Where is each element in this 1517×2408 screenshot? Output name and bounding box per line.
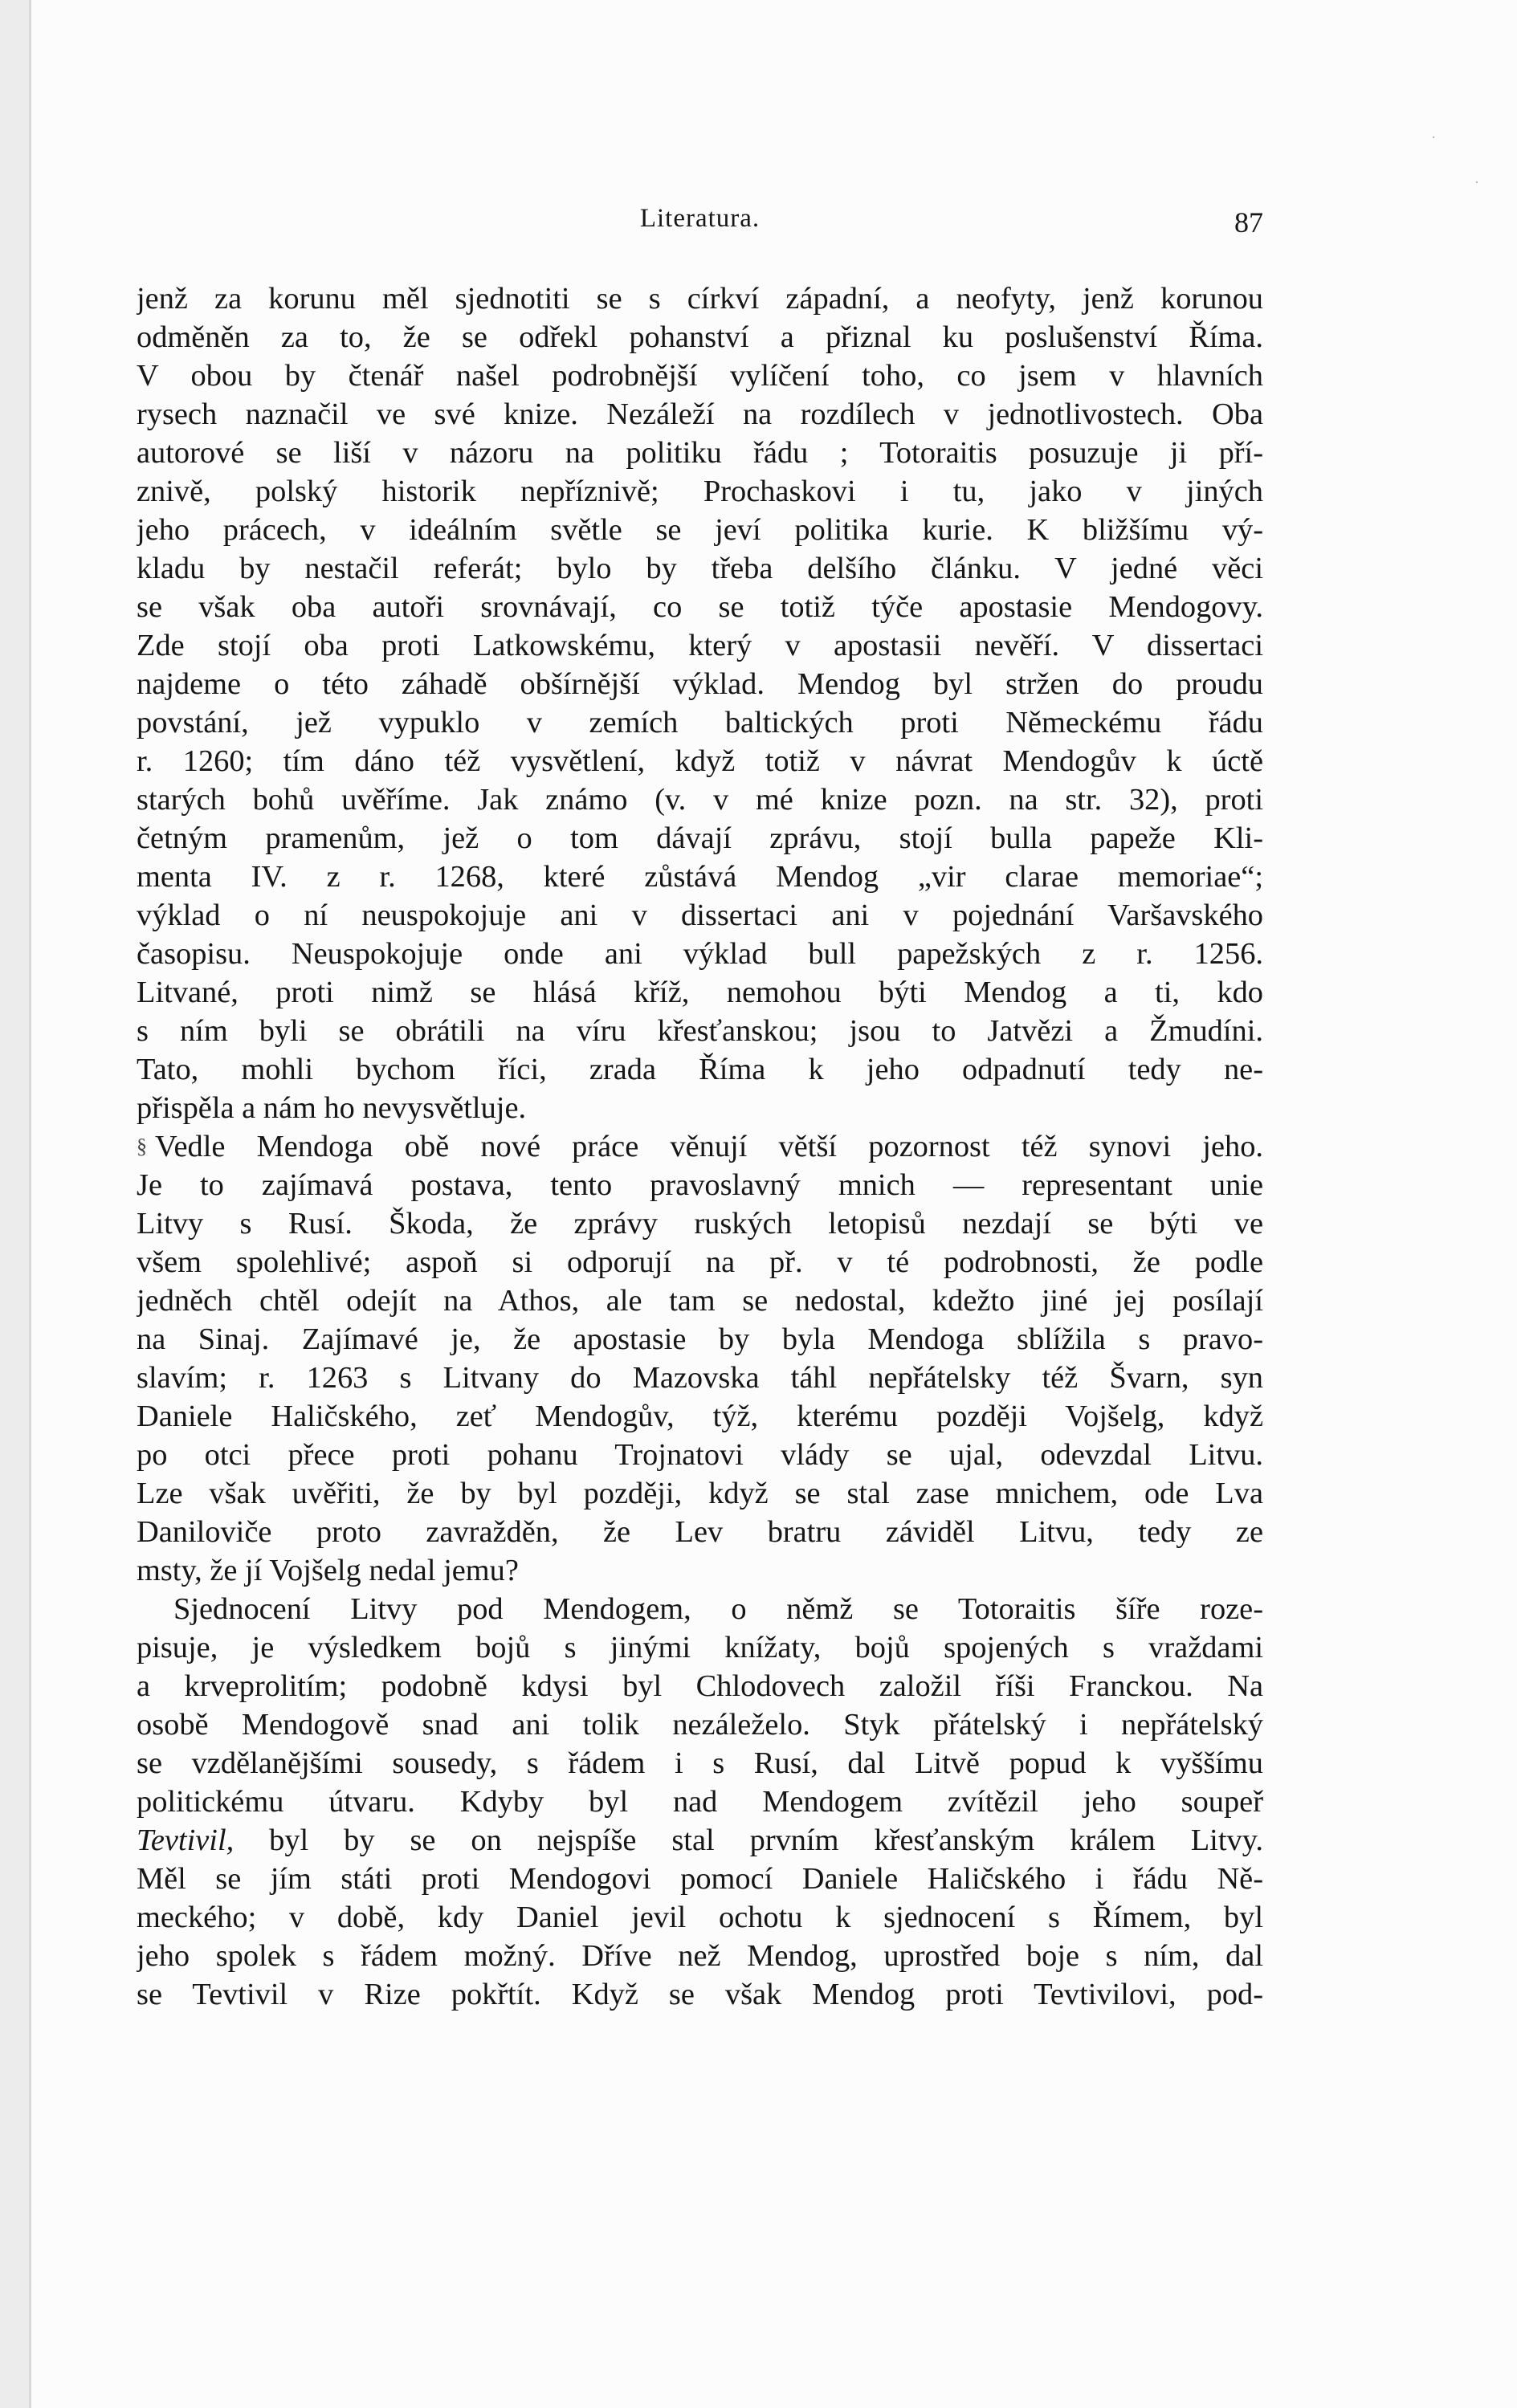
text-line: rysech naznačil ve své knize. Nezáleží na rozdílech v jednotlivostech. Oba (137, 397, 1263, 431)
text-line: se vzdělanějšími sousedy, s řádem i s Rusí, dal Litvě popud k vyššímu (137, 1746, 1263, 1780)
text-line: jeho spolek s řádem možný. Dříve než Mendog, uprostřed boje s ním, dal (137, 1939, 1263, 1973)
text-line: r. 1260; tím dáno též vysvětlení, když totiž v návrat Mendogův k úctě (137, 744, 1263, 778)
text-line: se Tevtivil v Rize pokřtít. Když se však Mendog proti Tevtivilovi, pod- (137, 1978, 1263, 2011)
text-line: autorové se liší v názoru na politiku řádu ; Totoraitis posuzuje ji pří- (137, 436, 1263, 470)
text-line: Litvy s Rusí. Škoda, že zprávy ruských letopisů nezdají se býti ve (137, 1207, 1263, 1241)
text-line: Měl se jím státi proti Mendogovi pomocí Daniele Haličského i řádu Ně- (137, 1862, 1263, 1896)
text-line: najdeme o této záhadě obšírnější výklad. Mendog byl stržen do proudu (137, 667, 1263, 701)
scan-speck (1433, 136, 1434, 138)
text-line: jedněch chtěl odejít na Athos, ale tam se nedostal, kdežto jiné jej posílají (137, 1284, 1263, 1318)
running-head: Literatura. (639, 204, 761, 233)
text-line: Daniloviče proto zavražděn, že Lev bratru záviděl Litvu, tedy ze (137, 1515, 1263, 1549)
text-line: pisuje, je výsledkem bojů s jinými knížaty, bojů spojených s vraždami (137, 1631, 1263, 1664)
text-line: jeho prácech, v ideálním světle se jeví politika kurie. K bližšímu vý- (137, 513, 1263, 547)
text-line: četným pramenům, jež o tom dávají zprávu, stojí bulla papeže Kli- (137, 821, 1263, 855)
text-line: slavím; r. 1263 s Litvany do Mazovska táhl nepřátelsky též Švarn, syn (137, 1361, 1263, 1395)
text-line: Zde stojí oba proti Latkowskému, který v apostasii nevěří. V dissertaci (137, 629, 1263, 662)
text-line: povstání, jež vypuklo v zemích baltických proti Německému řádu (137, 706, 1263, 740)
text-line: přispěla a nám ho nevysvětluje. (137, 1091, 527, 1125)
text-line: menta IV. z r. 1268, které zůstává Mendog „vir clarae memoriae“; (137, 860, 1263, 894)
text-line: Tato, mohli bychom říci, zrada Říma k jeho odpadnutí tedy ne- (137, 1053, 1263, 1086)
text-line: kladu by nestačil referát; bylo by třeba delšího článku. V jedné věci (137, 552, 1263, 585)
text-line: Je to zajímavá postava, tento pravoslavný mnich — representant unie (137, 1168, 1263, 1202)
text-line: osobě Mendogově snad ani tolik nezáleželo. Styk přátelský i nepřátelský (137, 1708, 1263, 1742)
text-line: starých bohů uvěříme. Jak známo (v. v mé knize pozn. na str. 32), proti (137, 783, 1263, 817)
text-line: znivě, polský historik nepříznivě; Prochaskovi i tu, jako v jiných (137, 475, 1263, 508)
scan-gutter (0, 0, 29, 2408)
text-line: na Sinaj. Zajímavé je, že apostasie by byla Mendoga sblížila s pravo- (137, 1322, 1263, 1356)
text-line: se však oba autoři srovnávají, co se totiž týče apostasie Mendogovy. (137, 590, 1263, 624)
text-line: časopisu. Neuspokojuje onde ani výklad bull papežských z r. 1256. (137, 937, 1263, 971)
body-text (137, 279, 1263, 2014)
text-line: msty, že jí Vojšelg nedal jemu? (137, 1554, 519, 1587)
scan-gutter-edge (29, 0, 31, 2408)
text-line: všem spolehlivé; aspoň si odporují na př. v té podrobnosti, že podle (137, 1245, 1263, 1279)
text-line: a krveprolitím; podobně kdysi byl Chlodovech založil říši Franckou. Na (137, 1669, 1263, 1703)
text-line: § Vedle Mendoga obě nové práce věnují větší pozornost též synovi jeho. (137, 1130, 1263, 1163)
text-line: Tevtivil, byl by se on nejspíše stal prvním křesťanským králem Litvy. (137, 1823, 1263, 1857)
text-line: výklad o ní neuspokojuje ani v dissertaci ani v pojednání Varšavského (137, 898, 1263, 932)
text-line: odměněn za to, že se odřekl pohanství a přiznal ku poslušenství Říma. (137, 320, 1263, 354)
text-line: po otci přece proti pohanu Trojnatovi vlády se ujal, odevzdal Litvu. (137, 1438, 1263, 1472)
paragraph-mark: § (137, 1135, 147, 1158)
text-line: Sjednocení Litvy pod Mendogem, o němž se Totoraitis šíře roze- (173, 1592, 1263, 1626)
page-header (137, 204, 1263, 236)
text-line: V obou by čtenář našel podrobnější vylíčení toho, co jsem v hlavních (137, 359, 1263, 393)
text-line: politickému útvaru. Kdyby byl nad Mendogem zvítězil jeho soupeř (137, 1785, 1263, 1819)
text-line: Lze však uvěřiti, že by byl později, když se stal zase mnichem, ode Lva (137, 1477, 1263, 1510)
page-number: 87 (1234, 206, 1263, 238)
text-line: jenž za korunu měl sjednotiti se s církví západní, a neofyty, jenž korunou (137, 282, 1263, 316)
text-line: Litvané, proti nimž se hlásá kříž, nemohou býti Mendog a ti, kdo (137, 976, 1263, 1009)
italic-name: Tevtivil, (137, 1823, 234, 1857)
scan-speck (1476, 181, 1478, 183)
text-line: Daniele Haličského, zeť Mendogův, týž, kterému později Vojšelg, když (137, 1400, 1263, 1433)
text-line: meckého; v době, kdy Daniel jevil ochotu k sjednocení s Římem, byl (137, 1901, 1263, 1934)
text-line: s ním byli se obrátili na víru křesťanskou; jsou to Jatvězi a Žmudíni. (137, 1014, 1263, 1048)
